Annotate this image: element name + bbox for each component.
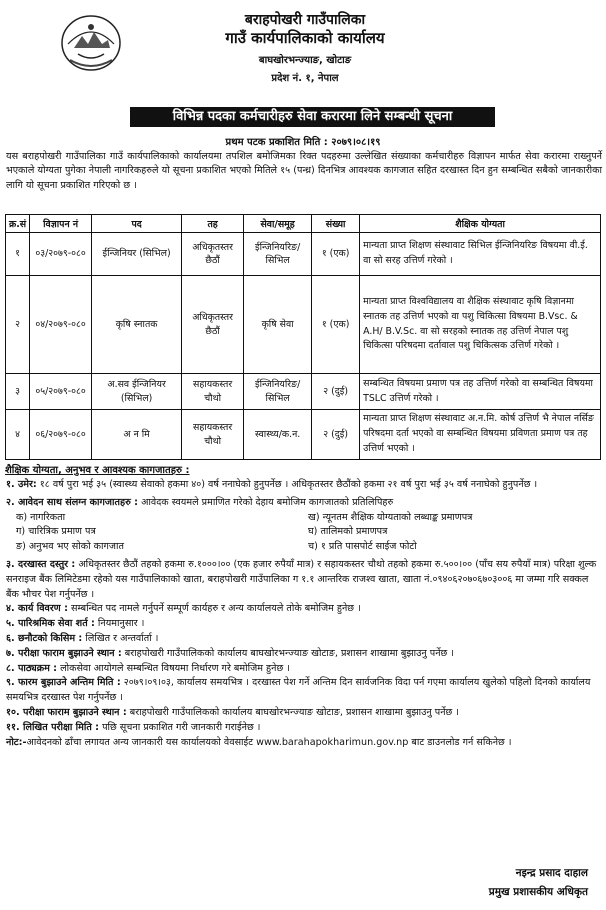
item-label: २. आवेदन साथ संलग्न कागजातहरु :: [6, 496, 138, 508]
col-header-qualification: शैक्षिक योग्यता: [360, 215, 601, 233]
cell-count: २ (दुई): [312, 374, 360, 410]
nepal-emblem-logo: [60, 14, 122, 72]
col-header-level: तह: [182, 215, 244, 233]
cell-level: अधिकृतस्तर छैठौं: [182, 233, 244, 276]
cell-sn: ३: [6, 374, 30, 410]
col-header-count: संख्या: [312, 215, 360, 233]
cell-qualification: मान्यता प्राप्त विश्वविद्यालय वा शैक्षिक संस्थावाट कृषि विज्ञानमा स्नातक तह उत्तिर्ण भएको वा पशु चिकित्सा विषयमा B.Vsc. & A.H/ B.V.Sc. वा सो सरहको स्नातक तह उत्तिर्ण नेपाल पशु चिकित्सा परिषदमा दर्तावाल पशु चिकित्सक उत्तिर्ण गरेको ।: [360, 276, 601, 374]
document-item: घ) तालिमको प्रमाणपत्र: [308, 526, 388, 538]
table-row: [6, 410, 601, 460]
cell-qualification: सम्बन्धित विषयमा प्रमाण पत्र तह उत्तिर्ण गरेको वा सम्बन्धित विषयमा TSLC उत्तिर्ण गरेको ।: [360, 374, 601, 410]
item-text: बराहपोखरी गाउँपालिकको कार्यालय बाघखोरभन्ज्याङ खोटाङ, प्रशासन शाखामा बुझाउनु पर्नेछ ।: [124, 647, 454, 659]
cell-post: अ.सव ईन्जिनियर (सिभिल): [92, 374, 182, 410]
notice-title-banner: विभिन्न पदका कर्मचारीहरु सेवा करारमा लिने सम्बन्धी सूचना: [130, 107, 495, 127]
cell-sn: १: [6, 233, 30, 276]
list-item: [6, 676, 600, 706]
item-text: आवेदक स्वयमले प्रमाणित गरेको देहाय बमोजिम कागजातको प्रतिलिपिहरु: [141, 496, 394, 508]
cell-count: १ (एक): [312, 276, 360, 374]
cell-level: सहायकस्तर चौथो: [182, 374, 244, 410]
list-item: [6, 558, 600, 602]
cell-sn: ४: [6, 410, 30, 460]
office-name: गाउँ कार्यपालिकाको कार्यालय: [225, 29, 385, 47]
table-header-row: [6, 215, 601, 233]
item-label: ५. पारिश्रमिक सेवा शर्त :: [6, 618, 95, 630]
list-item: [6, 632, 600, 647]
item-label: १. उमेर:: [6, 479, 37, 490]
cell-level: अधिकृतस्तर छैठौं: [182, 276, 244, 374]
list-item: [6, 602, 600, 617]
cell-post: अ न मि: [92, 410, 182, 460]
item-text: लोकसेवा आयोगले सम्बन्धित विषयमा निर्धारण गरे बमोजिम हुनेछ ।: [60, 662, 290, 674]
col-header-post: पद: [92, 215, 182, 233]
requirements-heading: शैक्षिक योग्यता, अनुभव र आवश्यक कागजातहरु :: [5, 465, 190, 476]
positions-table: [5, 214, 601, 460]
document-item: च) १ प्रति पासपोर्ट साईज फोटो: [308, 541, 417, 553]
item-text: लिखित र अन्तर्वार्ता ।: [85, 632, 159, 644]
cell-adv-no: ०६/२०७९-०८०: [30, 410, 92, 460]
cell-level: सहायकस्तर चौथो: [182, 410, 244, 460]
item-text: बराहपोखरी गाउँपालिकको कार्यालय बाघखोरभन्ज्याङ खोटाङ, प्रशासन शाखामा बुझाउनु पर्नेछ ।: [129, 706, 459, 718]
col-header-service: सेवा/समूह: [244, 215, 312, 233]
list-item: [6, 496, 600, 511]
note-label: नोट:-: [6, 736, 27, 748]
col-header-sn: क्र.सं: [6, 215, 30, 233]
table-row: [6, 374, 601, 410]
cell-qualification: मान्यता प्राप्त शिक्षण संस्थावाट अ.न.मि. कोर्ष उत्तिर्ण भै नेपाल नर्सिङ परिषदमा दर्ता भएको वा सम्बन्धित विषयमा प्रविणता प्रमाण पत्र तह उत्तिर्ण भएको ।: [360, 410, 601, 460]
document-item: ख) न्यूनतम शैक्षिक योग्यताको लब्धाङ्क प्रमाणपत्र: [308, 511, 473, 523]
cell-service: ईन्जिनियरिङ/सिभिल: [244, 233, 312, 276]
item-text: १८ वर्ष पुरा भई ३५ (स्वास्थ्य सेवाको हकमा ४०) वर्ष ननाघेको हुनुपर्नेछ । अधिकृतस्तर छैठौंको हकमा २१ वर्ष पुरा भई ३५ वर्ष ननाघेको हुनुपर्नेछ ।: [39, 479, 538, 490]
item-label: ११. लिखित परीक्षा मिति :: [6, 721, 100, 733]
item-text: पछि सूचना प्रकाशित गरी जानकारी गराईनेछ ।: [102, 721, 261, 733]
col-header-adv-no: विज्ञापन नं: [30, 215, 92, 233]
table-row: [6, 233, 601, 276]
document-item: ङ) अनुभव भए सोको कागजात: [16, 541, 124, 553]
document-item: क) नागरिकता: [16, 511, 66, 523]
first-publish-date: प्रथम पटक प्रकाशित मिति : २०७९।०८।१९: [225, 137, 381, 148]
cell-count: १ (एक): [312, 233, 360, 276]
office-address: बाघखोरभन्ज्याङ, खोटाङ: [258, 55, 352, 66]
intro-paragraph: यस बराहपोखरी गाउँपालिका गाउँ कार्यपालिकाको कार्यालयमा तपशिल बमोजिमका रिक्त पदहरुमा उल्लेखित संख्याका कर्मचारीहरु विज्ञापन मार्फत सेवा करारमा राख्नुपर्ने भएकाले योग्यता पुगेका नेपाली नागरिकहरुले यो सूचना प्रकाशित भएको मितिले १५ (पन्ध्र) दिनभित्र आवश्यक कागजात सहित दरखास्त दिन हुन सम्बन्धित सबैको जानकारीका लागि यो सूचना प्रकाशित गरिएको छ ।: [6, 151, 602, 191]
document-item: ग) चारित्रिक प्रमाण पत्र: [16, 526, 96, 538]
list-item: [6, 478, 600, 493]
cell-sn: २: [6, 276, 30, 374]
cell-service: ईन्जिनियरिङ/सिभिल: [244, 374, 312, 410]
item-label: ३. दरखास्त दस्तुर :: [6, 558, 76, 570]
note-text: आवेदनको ढाँचा लगायत अन्य जानकारी यस कार्यालयको वेवसाईट www.barahapokharimun.gov.np बाट डाउनलोड गर्न सकिनेछ ।: [26, 736, 512, 748]
signatory-name: नइन्द्र प्रसाद दाहाल: [515, 867, 588, 879]
documents-grid: [16, 511, 600, 555]
cell-service: स्वास्थ्य/क.न.: [244, 410, 312, 460]
item-text: नियमानुसार ।: [97, 618, 145, 630]
table-row: [6, 276, 601, 374]
item-label: ६. छनौटको किसिम :: [6, 632, 83, 644]
list-item: [6, 662, 600, 677]
list-item: [6, 647, 600, 662]
item-label: ७. परीक्षा फाराम बुझाउने स्थान :: [6, 647, 122, 659]
list-item: [6, 706, 600, 721]
list-item: [6, 721, 600, 736]
cell-count: २ (दुई): [312, 410, 360, 460]
list-item: [6, 617, 600, 632]
signatory-designation: प्रमुख प्रशासकीय अधिकृत: [488, 886, 588, 898]
item-text: सम्बन्धित पद नामले गर्नुपर्ने सम्पूर्ण कार्यहरु र अन्य कार्यालयले तोके बमोजिम हुनेछ ।: [70, 603, 361, 615]
cell-service: कृषि सेवा: [244, 276, 312, 374]
municipality-name: बराहपोखरी गाउँपालिका: [244, 12, 366, 28]
cell-adv-no: ०५/२०७९-०८०: [30, 374, 92, 410]
cell-adv-no: ०४/२०७९-०८०: [30, 276, 92, 374]
item-label: ४. कार्य विवरण :: [6, 603, 68, 615]
item-label: ८. पाठ्यक्रम :: [6, 662, 58, 674]
requirements-list: [6, 478, 600, 750]
cell-post: कृषि स्नातक: [92, 276, 182, 374]
cell-post: ईन्जिनियर (सिभिल): [92, 233, 182, 276]
province-line: प्रदेश नं. १, नेपाल: [271, 73, 339, 84]
note: [6, 736, 600, 751]
item-text: २०७९।०९।०३, कार्यालय समयभित्र । दरखास्त पेश गर्ने अन्तिम दिन सार्वजनिक विदा पर्न गएमा कार्यालय खुलेको पहिलो दिनको कार्यालय समयभित्र दरखास्त पेश गर्नुपर्नेछ ।: [6, 677, 591, 704]
cell-qualification: मान्यता प्राप्त शिक्षण संस्थावाट सिभिल ईन्जिनियरिङ विषयमा वी.ई. वा सो सरह उत्तिर्ण गरेको ।: [360, 233, 601, 276]
item-label: ९. फारम बुझाउने अन्तिम मिति :: [6, 677, 121, 689]
item-label: १०. परीक्षा फाराम बुझाउने स्थान :: [6, 706, 127, 718]
item-text: अधिकृतस्तर छैठौं तहको हकमा रु.१०००।०० (एक हजार रुपैयाँ मात्र) र सहायकस्तर चौथो तहको हकमा रु.५००।०० (पाँच सय रुपैयाँ मात्र) परिक्षा शुल्क सनराइज बैंक लिमिटेडमा रहेको यस गाउँपालिकाको खाता, बराहपोखरी गाउँपालिका ग १.१ आन्तरिक राजश्व खाता, खाता नं.०९४०६२०७०६७०३००६ मा जम्मा गरि सक्कल बैंक भौचर पेश गर्नुपर्नेछ ।: [6, 558, 597, 600]
cell-adv-no: ०३/२०७९-०८०: [30, 233, 92, 276]
